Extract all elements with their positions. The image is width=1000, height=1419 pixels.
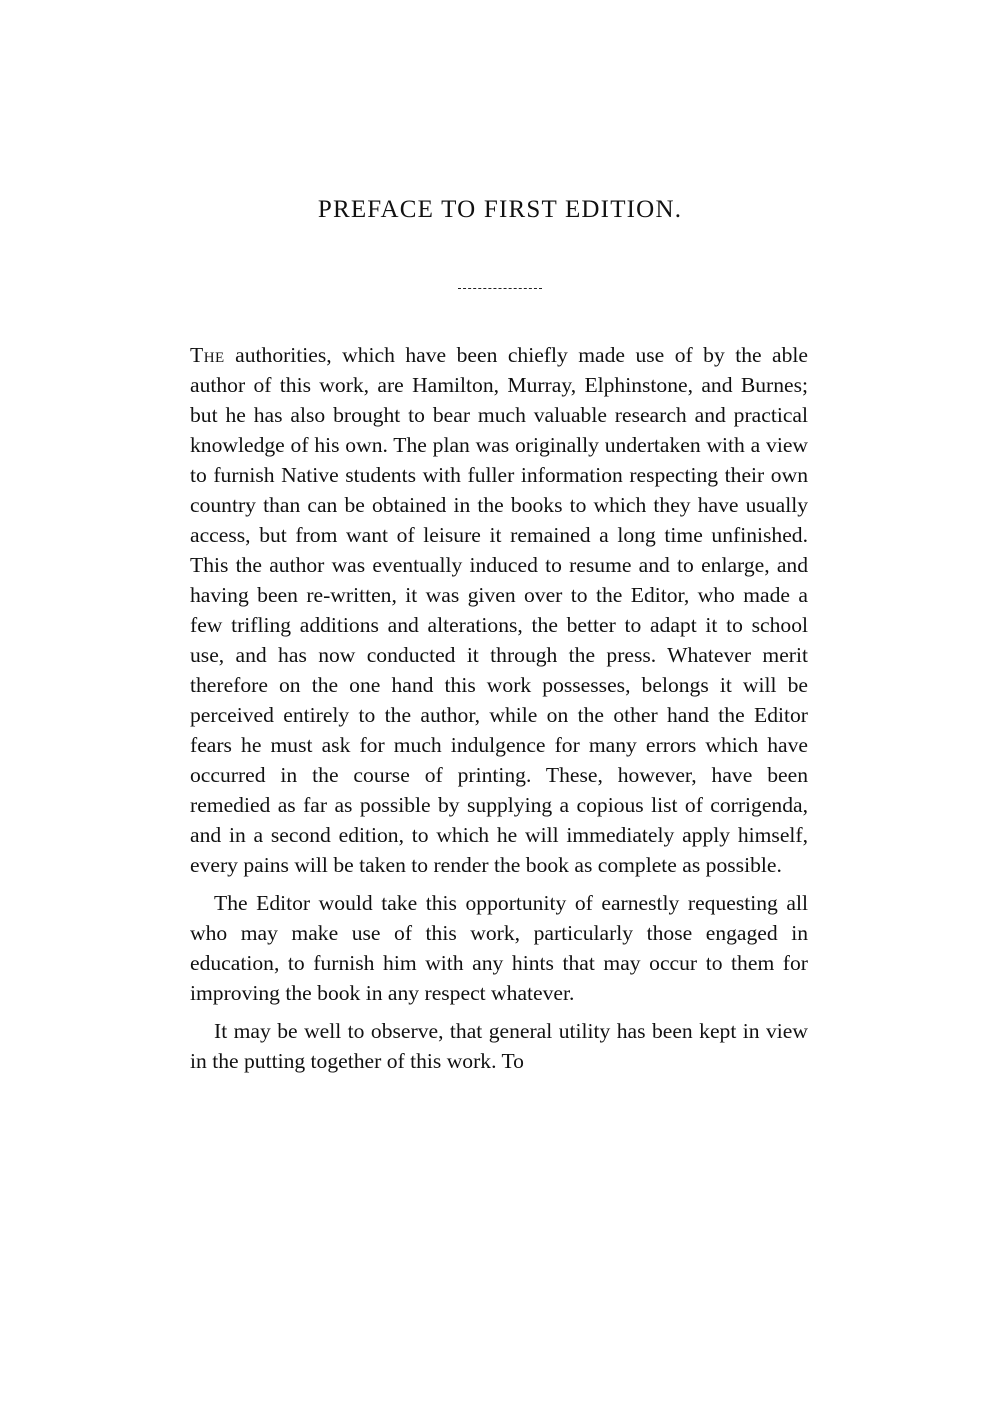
title-divider — [458, 288, 542, 289]
preface-body — [190, 340, 808, 1084]
paragraph-2: The Editor would take this opportunity of earnestly requesting all who may make use of this work, particularly those engaged in education, to furnish him with any hints that may occur to them for improving the book in any respect whatever. — [190, 891, 808, 1005]
paragraph-1 — [190, 340, 808, 880]
paragraph-3: It may be well to observe, that general utility has been kept in view in the putting together of this work. To — [190, 1019, 808, 1073]
paragraph-text: authorities, which have been chiefly made use of by the able author of this work, are Hamilton, Murray, Elphinstone, and Burnes; but he has also brought to bear much valuable research and practical knowledge of his own. The plan was originally undertaken with a view to furnish Native students with fuller information respecting their own country than can be obtained in the books to which they have usually access, but from want of leisure it remained a long time unfinished. This the author was eventually induced to resume and to enlarge, and having been re-written, it was given over to the Editor, who made a few trifling additions and alterations, the better to adapt it to school use, and has now conducted it through the press. Whatever merit therefore on the one hand this work possesses, belongs it will be perceived entirely to the author, while on the other hand the Editor fears he must ask for much indulgence for many errors which have occurred in the course of printing. These, however, have been remedied as far as possible by supplying a copious list of corrigenda, and in a second edition, to which he will immediately apply himself, every pains will be taken to render the book as complete as possible. — [190, 343, 808, 877]
page-title: PREFACE TO FIRST EDITION. — [317, 196, 683, 223]
paragraph-lead-word: The — [190, 343, 225, 367]
